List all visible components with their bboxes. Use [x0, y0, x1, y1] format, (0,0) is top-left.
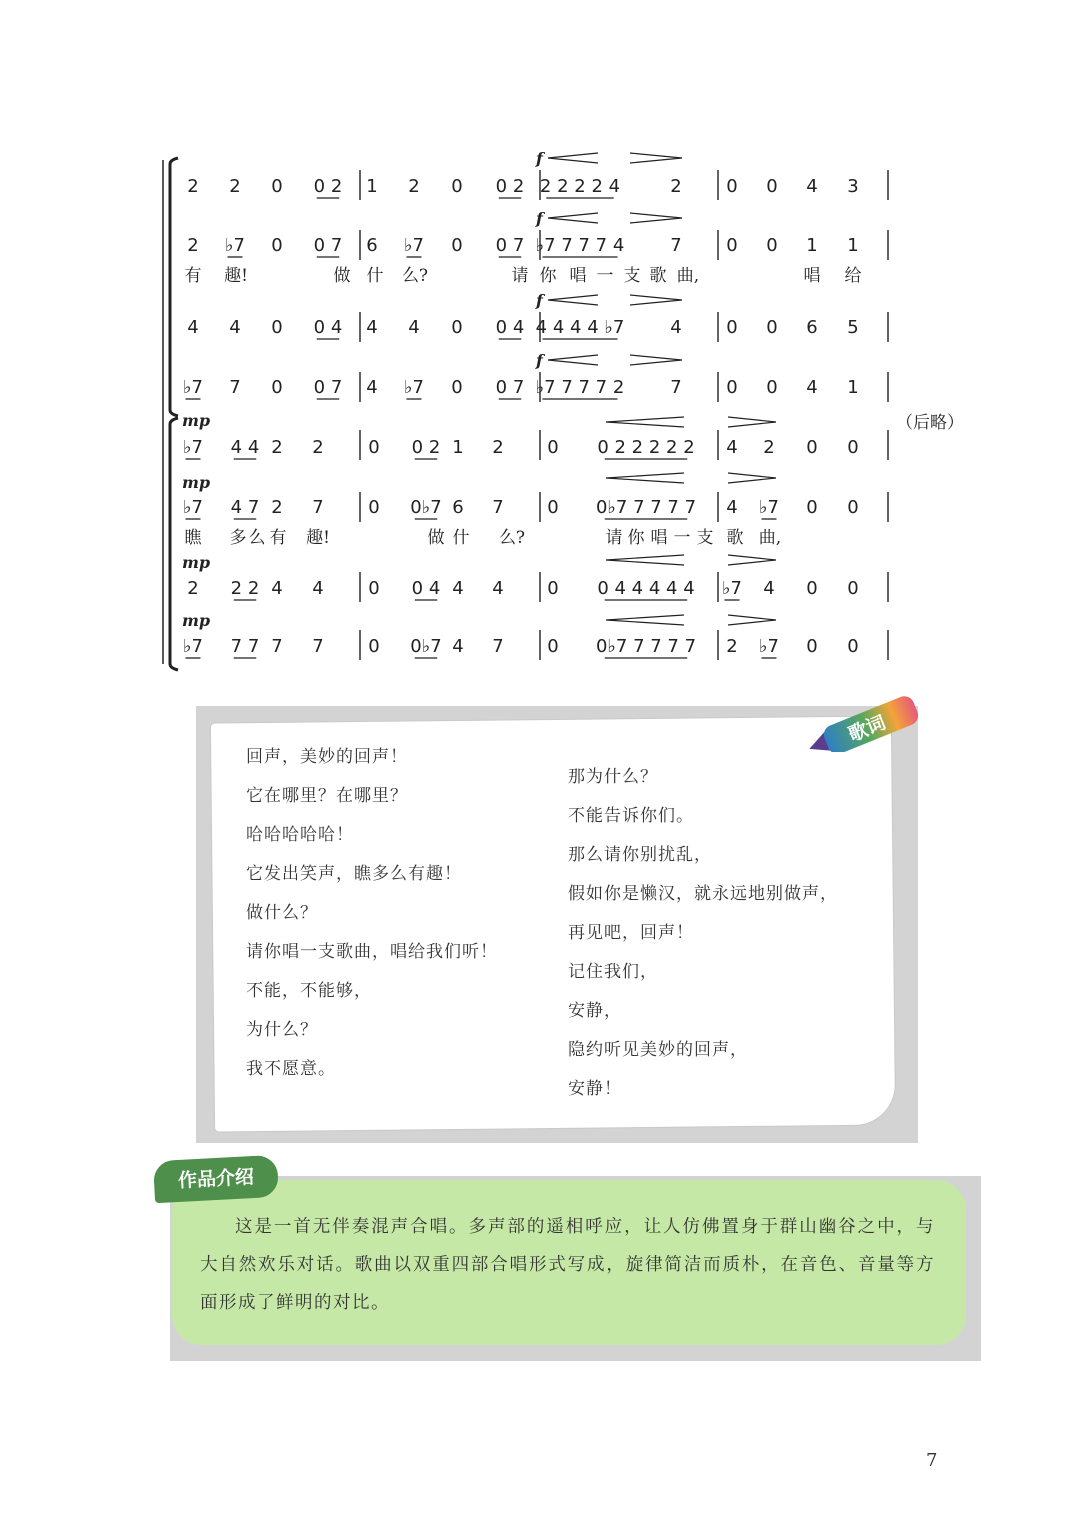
lyric-line: 假如你是懒汉，就永远地别做声，: [568, 884, 838, 904]
score-lyric: 么?: [498, 528, 526, 548]
dynamic-forte: f: [536, 291, 543, 310]
score-note: 0 4: [313, 317, 343, 338]
lyric-line: 那么请你别扰乱，: [568, 845, 712, 865]
score-note: ♭7: [759, 497, 779, 518]
lyric-line: 它在哪里？在哪里？: [246, 786, 408, 806]
dynamic-forte: f: [536, 351, 543, 370]
score-note: 7: [312, 497, 324, 518]
crescendo-hairpin: [606, 615, 684, 625]
lyric-line: 隐约听见美妙的回声，: [568, 1040, 748, 1060]
score-note: 7: [670, 377, 682, 398]
score-lyric: 支: [623, 266, 641, 286]
lyrics-right-column: [568, 758, 838, 1109]
score-note: 0: [451, 176, 463, 197]
score-note: 7: [670, 235, 682, 256]
score-note: 0 7: [313, 235, 343, 256]
score-lyric: 请: [511, 266, 529, 286]
score-lyric: 么: [248, 528, 266, 548]
lyric-line: 请你唱一支歌曲，唱给我们听！: [246, 942, 498, 962]
score-note: 2 2: [230, 578, 260, 599]
score-note: 2: [229, 176, 241, 197]
score-note: 0: [726, 235, 738, 256]
score-note: 4: [366, 377, 378, 398]
score-note: 1: [366, 176, 378, 197]
lyric-line: 那为什么？: [568, 767, 658, 787]
score-note: 0 2 2 2 2 2: [597, 437, 695, 458]
lyric-line: 记住我们，: [568, 962, 658, 982]
upper-system-bracket: [170, 158, 178, 416]
score-note: 2: [271, 437, 283, 458]
crescendo-hairpin: [606, 417, 684, 427]
dynamic-mezzo-piano: mp: [182, 473, 211, 492]
score-note: 0: [726, 377, 738, 398]
score-lyric: 有: [269, 528, 287, 548]
score-note: 0: [368, 636, 380, 657]
score-note: 0: [451, 377, 463, 398]
score-lyric: 给: [844, 266, 862, 286]
crescendo-hairpin: [606, 555, 684, 565]
score-note: 4: [670, 317, 682, 338]
decrescendo-hairpin: [728, 555, 776, 565]
score-note: 4: [726, 437, 738, 458]
lower-system-bracket: [170, 418, 178, 670]
lyric-line: 再见吧，回声！: [568, 923, 694, 943]
score-note: ♭7: [183, 497, 203, 518]
score-note: 4: [408, 317, 420, 338]
score-note: 0 4: [411, 578, 441, 599]
score-note: 0 4: [495, 317, 525, 338]
score-note: 0: [806, 437, 818, 458]
score-note: 6: [806, 317, 818, 338]
lyric-line: 回声，美妙的回声！: [246, 747, 408, 767]
score-note: 0 7: [313, 377, 343, 398]
score-note: 0: [847, 578, 859, 599]
lyric-line: 不能，不能够，: [246, 981, 372, 1001]
score-lyric: 瞧: [184, 528, 202, 548]
score-note: 1: [806, 235, 818, 256]
score-lyric: 唱: [803, 266, 821, 286]
score-lyric: 唱: [569, 266, 587, 286]
score-note: 0 2: [495, 176, 525, 197]
score-note: 4: [726, 497, 738, 518]
decrescendo-hairpin: [630, 295, 682, 305]
score-note: 5: [847, 317, 859, 338]
crescendo-hairpin: [548, 213, 598, 223]
score-note: 0: [271, 235, 283, 256]
score-notes: [183, 176, 859, 658]
score-note: 2 2 2 2 4: [539, 176, 621, 197]
score-note: 4: [806, 176, 818, 197]
score-note: 0 2: [313, 176, 343, 197]
score-note: 7: [312, 636, 324, 657]
score-note: ♭7: [183, 636, 203, 657]
crescendo-hairpin: [548, 295, 598, 305]
intro-title: 作品介绍: [153, 1155, 279, 1203]
score-note: 3: [847, 176, 859, 197]
score-note: 0: [271, 377, 283, 398]
score-note: 6: [452, 497, 464, 518]
score-note: ♭7 7 7 7 2: [535, 377, 625, 398]
score-note: 0♭7 7 7 7 7: [595, 497, 697, 518]
score-note: 4: [763, 578, 775, 599]
lyric-line: 安静，: [568, 1001, 622, 1021]
score-note: 4 4: [230, 437, 260, 458]
score-lyric: 支: [696, 528, 714, 548]
score-note: ♭7: [183, 377, 203, 398]
score-note: 1: [847, 377, 859, 398]
score-note: 0♭7: [410, 497, 442, 518]
score-note: 0: [271, 317, 283, 338]
score-note: 0♭7 7 7 7 7: [595, 636, 697, 657]
score-lyric: 唱: [650, 528, 668, 548]
score-note: 0: [547, 636, 559, 657]
lyric-line: 安静！: [568, 1079, 622, 1099]
score-note: 7: [492, 497, 504, 518]
score-lyric: 一: [596, 266, 614, 286]
score-lyric: 曲,: [758, 528, 782, 548]
decrescendo-hairpin: [630, 355, 682, 365]
score-note: ♭7: [183, 437, 203, 458]
score-lyric: 趣!: [306, 528, 330, 548]
crescendo-hairpin: [548, 355, 598, 365]
score-note: 4 7: [230, 497, 260, 518]
decrescendo-hairpin: [630, 153, 682, 163]
score-note: 0: [271, 176, 283, 197]
score-note: ♭7: [722, 578, 742, 599]
score-note: 2: [492, 437, 504, 458]
score-note: 1: [847, 235, 859, 256]
score-note: ♭7: [225, 235, 245, 256]
score-note: 2: [187, 176, 199, 197]
dynamic-mezzo-piano: mp: [182, 611, 211, 630]
score-note: 0 2: [411, 437, 441, 458]
score-note: 0: [806, 497, 818, 518]
dynamic-forte: f: [536, 149, 543, 168]
lyric-line: 为什么？: [246, 1020, 318, 1040]
score-note: 4: [271, 578, 283, 599]
score-note: 2: [271, 497, 283, 518]
score-lyric: 你: [539, 266, 557, 286]
score-lyric: 歌: [726, 528, 744, 548]
lyric-line: 做什么？: [246, 903, 318, 923]
score-note: 2: [726, 636, 738, 657]
crescendo-hairpin: [606, 473, 684, 483]
score-note: 4: [806, 377, 818, 398]
crescendo-hairpin: [548, 153, 598, 163]
score-note: 2: [670, 176, 682, 197]
score-note: ♭7 7 7 7 4: [535, 235, 625, 256]
score-lyric: 歌: [649, 266, 667, 286]
score-note: 0: [368, 437, 380, 458]
score-lyric: 做: [427, 528, 445, 548]
lyric-line: 不能告诉你们。: [568, 806, 694, 826]
score-note: 0: [847, 437, 859, 458]
score-note: 0: [806, 636, 818, 657]
score-note: ♭7: [404, 235, 424, 256]
decrescendo-hairpin: [728, 473, 776, 483]
score-lyric: 多: [229, 528, 247, 548]
score-note: 7: [492, 636, 504, 657]
score-note: 0♭7: [410, 636, 442, 657]
lyrics-crayon-tag: [795, 692, 925, 752]
score-note: 0: [847, 497, 859, 518]
score-note: 0 7: [495, 377, 525, 398]
score-note: 0: [451, 317, 463, 338]
score-note: 0: [766, 377, 778, 398]
score-note: 2: [408, 176, 420, 197]
score-lyric: 你: [627, 528, 645, 548]
score-lyric: 做: [333, 266, 351, 286]
score-note: ♭7: [404, 377, 424, 398]
omission-note: （后略）: [896, 413, 964, 433]
dynamic-mezzo-piano: mp: [182, 411, 211, 430]
score-note: 7 7: [230, 636, 260, 657]
score-note: 0 7: [495, 235, 525, 256]
score-note: 0: [547, 578, 559, 599]
score-lyric: 什: [452, 528, 470, 548]
score-note: 0 4 4 4 4 4: [597, 578, 695, 599]
score-lyric: 有: [184, 266, 202, 286]
score-note: 4: [452, 578, 464, 599]
lyric-line: 它发出笑声，瞧多么有趣！: [246, 864, 462, 884]
score-note: 0: [547, 437, 559, 458]
dynamic-forte: f: [536, 209, 543, 228]
score-note: 4: [452, 636, 464, 657]
score-note: 0: [726, 176, 738, 197]
score-note: 2: [187, 578, 199, 599]
score-note: 7: [271, 636, 283, 657]
score-note: 4: [312, 578, 324, 599]
score-lyric: 一: [673, 528, 691, 548]
score-note: 0: [766, 235, 778, 256]
score-note: 0: [806, 578, 818, 599]
score-note: 0: [368, 578, 380, 599]
score-note: 0: [451, 235, 463, 256]
score-note: ♭7: [759, 636, 779, 657]
score-note: 4 4 4 4 ♭7: [535, 317, 625, 338]
decrescendo-hairpin: [728, 417, 776, 427]
score-note: 2: [312, 437, 324, 458]
decrescendo-hairpin: [630, 213, 682, 223]
score-note: 2: [763, 437, 775, 458]
score-note: 4: [229, 317, 241, 338]
score-note: 4: [492, 578, 504, 599]
numbered-music-score: [0, 0, 1080, 680]
lyrics-left-column: [246, 738, 498, 1089]
score-lyric: 么?: [401, 266, 429, 286]
score-note: 4: [187, 317, 199, 338]
intro-text: 这是一首无伴奏混声合唱。多声部的遥相呼应，让人仿佛置身于群山幽谷之中，与大自然欢乐对话。歌曲以双重四部合唱形式写成，旋律简洁而质朴，在音色、音量等方面形成了鲜明的对比。: [200, 1217, 935, 1313]
score-note: 1: [452, 437, 464, 458]
score-note: 0: [847, 636, 859, 657]
score-lyric: 趣!: [224, 266, 248, 286]
dynamic-mezzo-piano: mp: [182, 553, 211, 572]
lyric-line: 哈哈哈哈哈！: [246, 825, 354, 845]
score-note: 0: [766, 176, 778, 197]
score-note: 6: [366, 235, 378, 256]
score-note: 4: [366, 317, 378, 338]
score-note: 0: [547, 497, 559, 518]
score-lyric: 什: [366, 266, 384, 286]
lyric-line: 我不愿意。: [246, 1059, 336, 1079]
score-note: 2: [187, 235, 199, 256]
score-lyric: 曲,: [676, 266, 700, 286]
score-lyric: 请: [605, 528, 623, 548]
score-note: 7: [229, 377, 241, 398]
score-note: 0: [726, 317, 738, 338]
score-note: 0: [368, 497, 380, 518]
score-note: 0: [766, 317, 778, 338]
decrescendo-hairpin: [728, 615, 776, 625]
page-number: 7: [926, 1450, 938, 1471]
lyrics-tag-label: 歌词: [845, 711, 889, 747]
